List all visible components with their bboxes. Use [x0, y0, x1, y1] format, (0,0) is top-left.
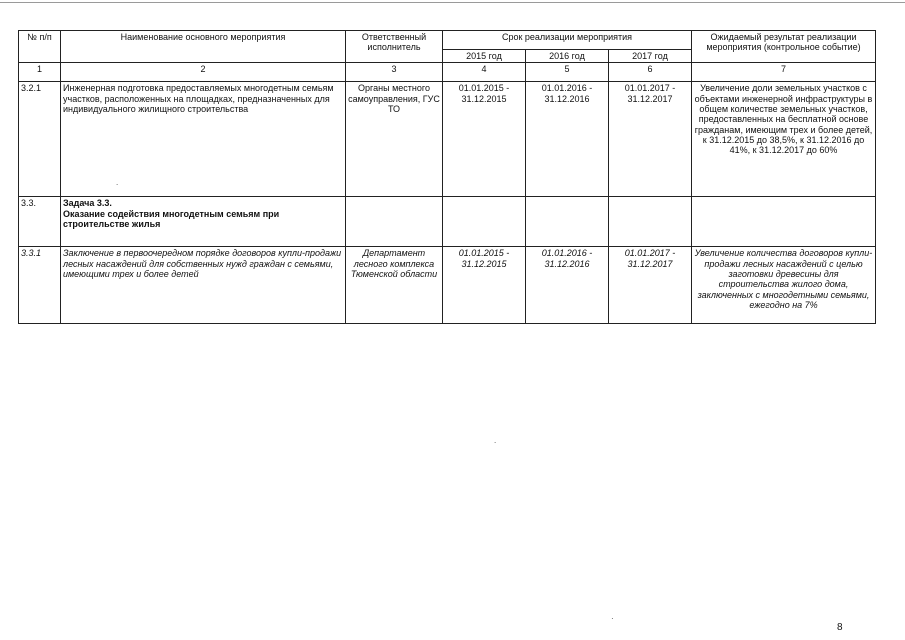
- activities-table: [18, 30, 876, 324]
- table-row-3-2-1: [19, 82, 876, 197]
- header-executor: Ответственный исполнитель: [346, 31, 443, 63]
- row-result: Увеличение количества договоров купли-продажи лесных насаждений с целью заготовки древесины для строительства жилого дома, заключенных с многодетными семьями, ежегодно на 7%: [692, 247, 876, 324]
- col-number: 4: [443, 63, 526, 82]
- header-row-1: [19, 31, 876, 50]
- row-term-2015: 01.01.2015 - 31.12.2015: [443, 247, 526, 324]
- row-result: Увеличение доли земельных участков с объектами инженерной инфраструктуры в общем количестве земельных участков, предоставленных на бесплатной основе гражданам, имеющим трех и более детей, к 31.12.2015 до 38,5%, к 31.12.2016 до 41%, к 31.12.2017 до 60%: [692, 82, 876, 197]
- row-executor: Органы местного самоуправления, ГУС ТО: [346, 82, 443, 197]
- header-name: Наименование основного мероприятия: [61, 31, 346, 63]
- empty-cell: [443, 197, 526, 247]
- header-result: Ожидаемый результат реализации мероприятия (контрольное событие): [692, 31, 876, 63]
- col-number: 5: [526, 63, 609, 82]
- col-number: 2: [61, 63, 346, 82]
- table-row-task-3-3: [19, 197, 876, 247]
- row-term-2016: 01.01.2016 - 31.12.2016: [526, 82, 609, 197]
- column-numbers-row: [19, 63, 876, 82]
- empty-cell: [346, 197, 443, 247]
- row-executor: Департамент лесного комплекса Тюменской области: [346, 247, 443, 324]
- col-number: 6: [609, 63, 692, 82]
- header-num: № п/п: [19, 31, 61, 63]
- task-cell: [61, 197, 346, 247]
- empty-cell: [692, 197, 876, 247]
- row-name: Инженерная подготовка предоставляемых многодетным семьям участков, расположенных на площадках, предназначенных для индивидуального жилищного строительства: [61, 82, 346, 197]
- table-row-3-3-1: [19, 247, 876, 324]
- row-term-2016: 01.01.2016 - 31.12.2016: [526, 247, 609, 324]
- empty-cell: [526, 197, 609, 247]
- col-number: 3: [346, 63, 443, 82]
- scan-top-line: [0, 2, 905, 3]
- col-number: 7: [692, 63, 876, 82]
- header-year-2017: 2017 год: [609, 50, 692, 63]
- row-term-2015: 01.01.2015 - 31.12.2015: [443, 82, 526, 197]
- task-title: Задача 3.3.: [63, 198, 112, 209]
- header-term: Срок реализации мероприятия: [443, 31, 692, 50]
- row-term-2017: 01.01.2017 - 31.12.2017: [609, 247, 692, 324]
- row-num: 3.2.1: [19, 82, 61, 197]
- scan-speck: .: [116, 178, 119, 187]
- col-number: 1: [19, 63, 61, 82]
- header-year-2015: 2015 год: [443, 50, 526, 63]
- scan-speck: ·: [611, 614, 614, 623]
- page-number: 8: [837, 622, 843, 633]
- row-num: 3.3.1: [19, 247, 61, 324]
- row-name: Заключение в первоочередном порядке договоров купли-продажи лесных насаждений для собственных нужд граждан с семьями, имеющими трех и более детей: [61, 247, 346, 324]
- header-year-2016: 2016 год: [526, 50, 609, 63]
- row-num: 3.3.: [19, 197, 61, 247]
- row-term-2017: 01.01.2017 - 31.12.2017: [609, 82, 692, 197]
- scan-speck: .: [494, 436, 497, 445]
- empty-cell: [609, 197, 692, 247]
- task-text: Оказание содействия многодетным семьям при строительстве жилья: [63, 208, 280, 230]
